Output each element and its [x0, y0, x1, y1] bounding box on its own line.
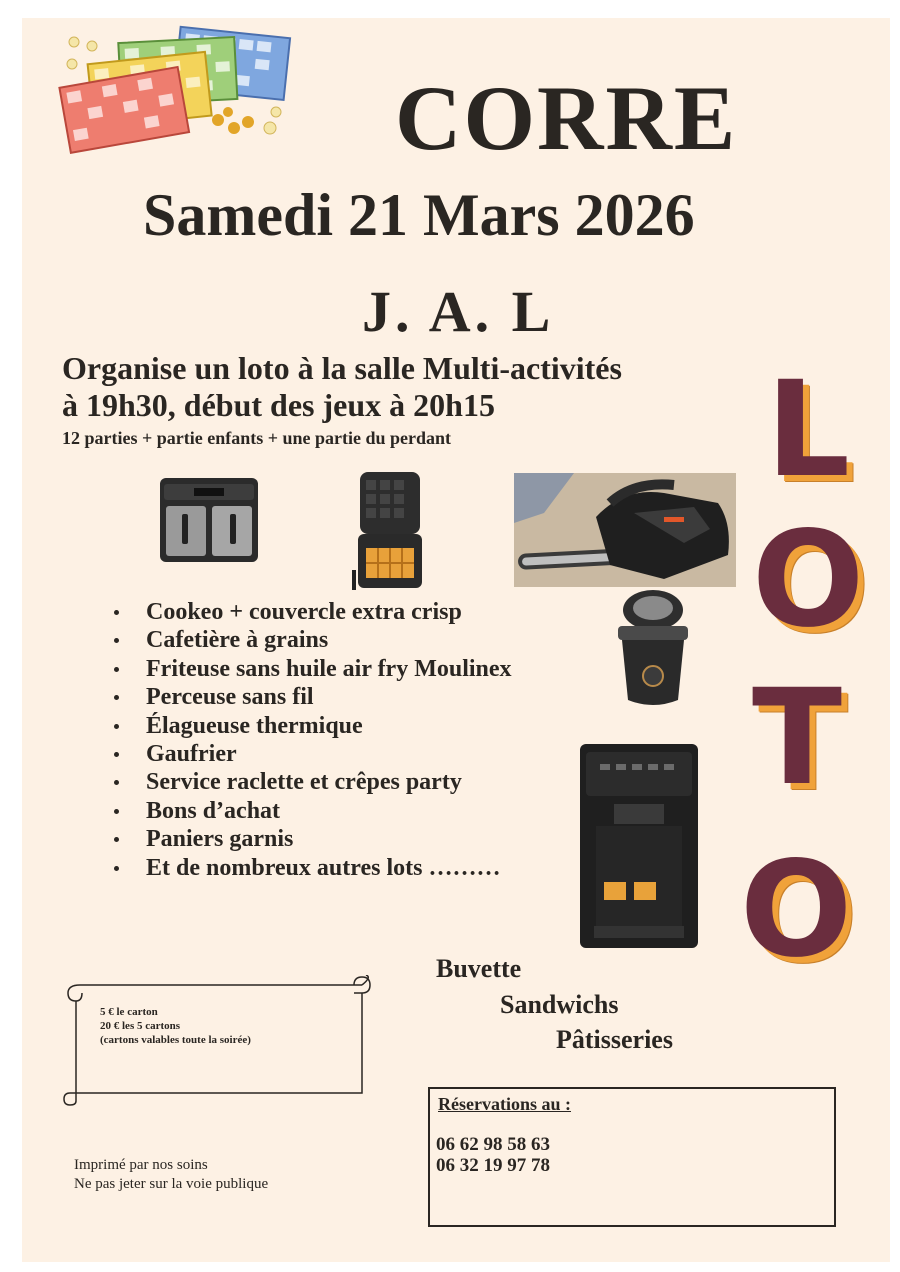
- prize-item: Friteuse sans huile air fry Moulinex: [100, 655, 512, 683]
- bingo-cards-illustration: [58, 24, 298, 154]
- bullet-icon: [114, 638, 119, 643]
- loto-letter-l: L: [766, 353, 851, 507]
- price-five: 20 € les 5 cartons: [100, 1020, 181, 1032]
- refreshment-sandwichs: Sandwichs: [500, 990, 619, 1019]
- prize-item: Cookeo + couvercle extra crisp: [100, 598, 512, 626]
- bullet-icon: [114, 695, 119, 700]
- bullet-icon: [114, 752, 119, 757]
- bullet-icon: [114, 866, 119, 871]
- loto-letter-o2: O: [740, 833, 853, 987]
- bullet-icon: [114, 610, 119, 615]
- prize-item: Cafetière à grains: [100, 626, 512, 654]
- loto-letter-o1: O: [752, 503, 865, 657]
- air-fryer-photo: [156, 474, 262, 566]
- games-summary: 12 parties + partie enfants + une partie du perdant: [62, 428, 452, 448]
- refreshment-buvette: Buvette: [436, 954, 522, 983]
- footer-line-2: Ne pas jeter sur la voie publique: [74, 1176, 269, 1192]
- prize-list: [100, 598, 512, 882]
- prize-item: Et de nombreux autres lots ………: [100, 854, 512, 882]
- reservation-phones: [436, 1134, 550, 1176]
- prize-item: Bons d’achat: [100, 797, 512, 825]
- loto-letter-t: T: [752, 661, 843, 815]
- bullet-icon: [114, 780, 119, 785]
- footer-line-1: Imprimé par nos soins: [74, 1157, 208, 1173]
- waffle-maker-photo: [352, 470, 428, 592]
- prize-item: Perceuse sans fil: [100, 683, 512, 711]
- coffee-machine-photo: [576, 742, 702, 950]
- bullet-icon: [114, 809, 119, 814]
- refreshment-patisseries: Pâtisseries: [556, 1025, 673, 1054]
- pricing-text: [100, 1005, 251, 1047]
- footer-notice: [74, 1156, 268, 1194]
- prize-item: Gaufrier: [100, 740, 512, 768]
- intro-text: [62, 350, 762, 424]
- town-title: CORRE: [395, 67, 738, 169]
- intro-line-1: Organise un loto à la salle Multi-activités: [62, 350, 622, 386]
- intro-line-2: à 19h30, début des jeux à 20h15: [62, 387, 495, 423]
- price-note: (cartons valables toute la soirée): [100, 1034, 251, 1046]
- reservations-title: Réservations au :: [438, 1094, 571, 1114]
- cookeo-photo: [612, 588, 694, 710]
- bullet-icon: [114, 837, 119, 842]
- prize-item: Élagueuse thermique: [100, 712, 512, 740]
- phone-number-2: 06 32 19 97 78: [436, 1155, 550, 1176]
- prize-item: Paniers garnis: [100, 825, 512, 853]
- price-single: 5 € le carton: [100, 1006, 158, 1018]
- prize-item: Service raclette et crêpes party: [100, 768, 512, 796]
- organizer-name: J. A. L: [362, 279, 555, 344]
- event-date: Samedi 21 Mars 2026: [143, 182, 695, 248]
- chainsaw-photo: [514, 473, 736, 587]
- bullet-icon: [114, 667, 119, 672]
- bullet-icon: [114, 724, 119, 729]
- phone-number-1: 06 62 98 58 63: [436, 1134, 550, 1155]
